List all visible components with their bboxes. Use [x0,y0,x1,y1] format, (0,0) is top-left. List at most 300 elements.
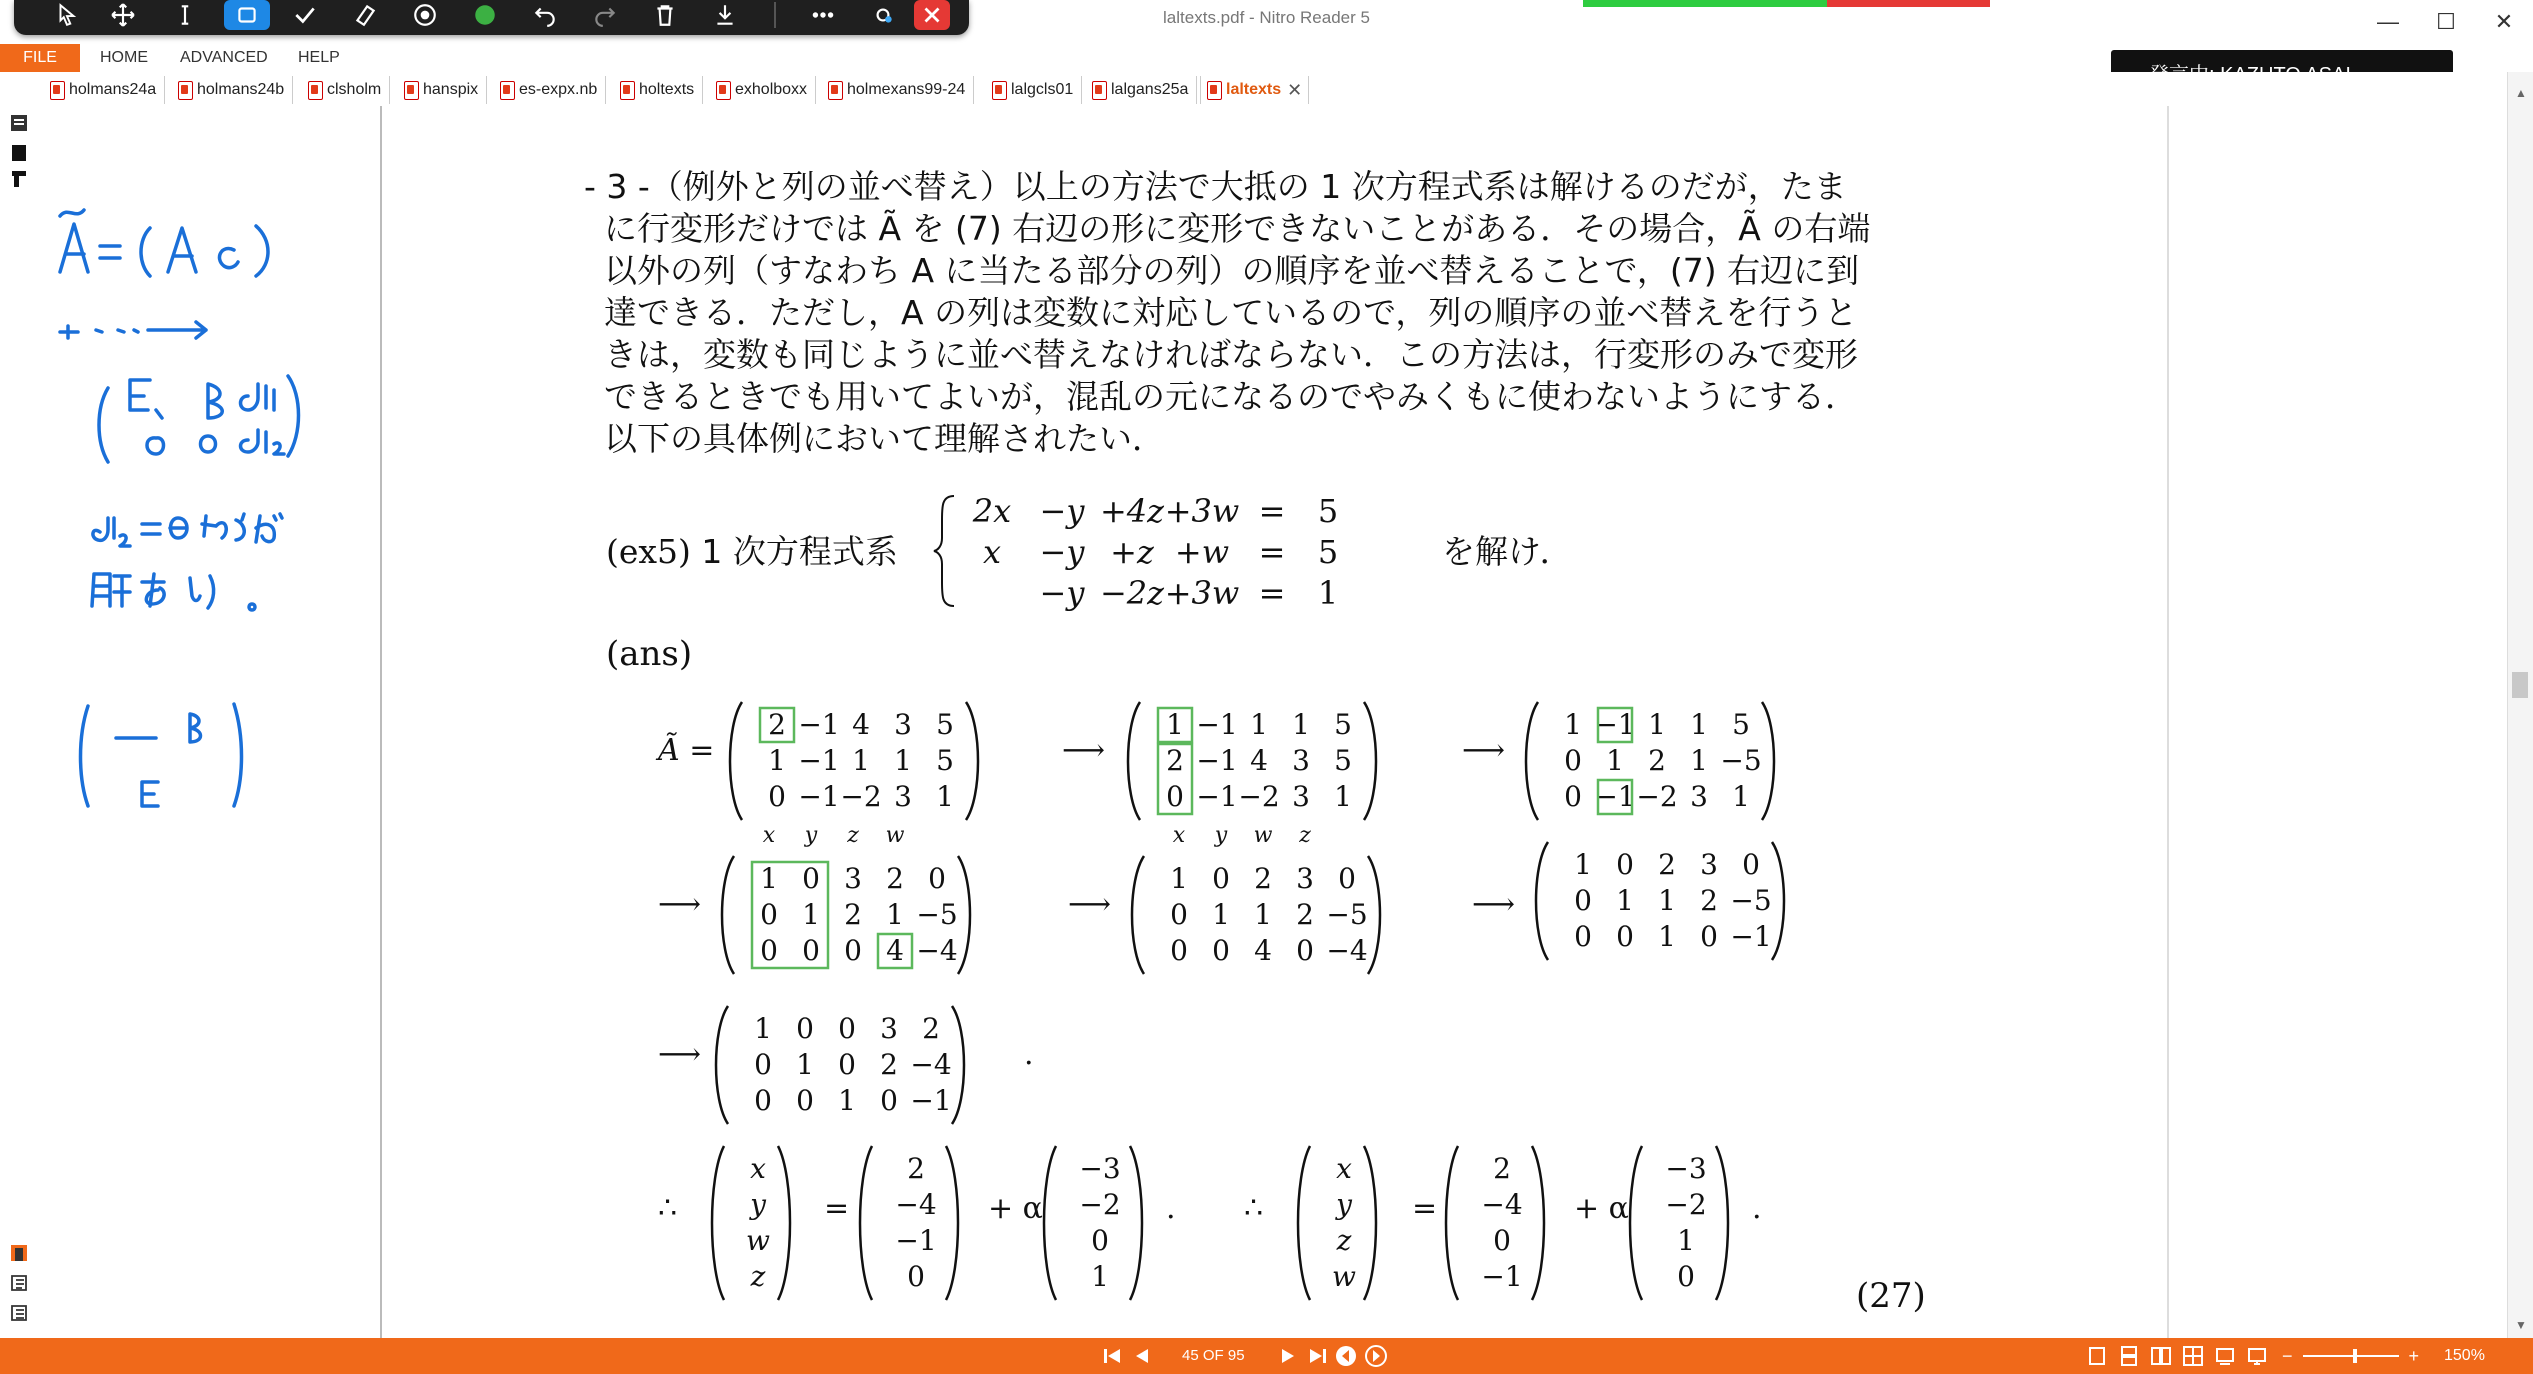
tab-hanspix[interactable] [398,76,487,104]
matrix-3-cell: 5 [1732,708,1750,741]
matrix-3-cell: 3 [1690,780,1708,813]
matrix-3-cell: 1 [1606,744,1624,777]
download-icon[interactable] [702,0,748,30]
tab-label: laltexts [1226,81,1282,98]
solution-2-vars-cell: y [1336,1188,1352,1221]
tab-label: hanspix [423,81,479,98]
sys-cell: 5 [1317,492,1339,530]
scroll-down-icon[interactable]: ▼ [2515,1318,2527,1332]
equals: = [824,1191,850,1226]
matrix-6-cell: 0 [1616,848,1634,881]
right-paren [778,1146,790,1300]
left-paren [1630,1146,1642,1300]
matrix-1-cell: 1 [768,744,786,777]
matrix-4-cell: 1 [760,862,778,895]
fullscreen-icon[interactable] [2246,1345,2268,1367]
last-page-icon[interactable] [1306,1346,1328,1366]
solution-1-direction-cell: 0 [1091,1224,1109,1257]
right-paren [1368,856,1380,974]
matrix-7-cell: 0 [880,1084,898,1117]
pdf-icon [404,81,419,100]
matrix-5-header: x [1172,823,1186,848]
sys-cell: x [982,533,1002,571]
solution-1-vars-cell: w [746,1224,770,1257]
paragraph-line: に行変形だけでは Ã を (7) 右辺の形に変形できないことがある．その場合，Ã の右端 [604,209,1871,248]
pointer-tool-icon[interactable] [44,0,90,30]
equals: = [1412,1191,1438,1226]
sys-cell: +3w [1164,574,1240,612]
left-paren [716,1006,728,1124]
matrix-6-cell: 0 [1574,884,1592,917]
pdf-icon [992,81,1007,100]
matrix-4-cell: 1 [802,898,820,931]
bookmark-icon[interactable] [8,142,30,164]
scroll-thumb[interactable] [2512,672,2528,698]
tilde-a-label: Ã = [658,733,715,768]
matrix-5-cell: 0 [1296,934,1314,967]
solution-2-vars-cell: z [1336,1224,1352,1257]
attachments-icon[interactable] [8,1242,30,1264]
matrix-1-cell: −1 [798,708,840,741]
matrix-2-cell: 2 [1166,744,1184,777]
page-navigation-next [1278,1338,1388,1374]
matrix-7-cell: 0 [796,1012,814,1045]
matrix-3-cell: 1 [1690,708,1708,741]
tab-holmans24a[interactable] [44,76,165,104]
matrix-6-cell: 1 [1616,884,1634,917]
matrix-3-cell: −5 [1720,744,1762,777]
tab-label: holmexans99-24 [847,81,966,98]
matrix-4-cell: 4 [886,934,904,967]
zoom-level[interactable]: 150% [2444,1347,2485,1364]
right-paren [1364,1146,1376,1300]
zoom-control [2282,1338,2419,1374]
matrix-3-cell: 1 [1648,708,1666,741]
settings-icon[interactable] [860,0,906,30]
redo-icon[interactable] [582,0,628,30]
solution-1-direction-cell: −3 [1079,1152,1121,1185]
matrix-5-cell: 4 [1254,934,1272,967]
solution-2-constant-cell: −4 [1481,1188,1523,1221]
fit-width-icon[interactable] [2214,1345,2236,1367]
matrix-6-cell: 1 [1658,920,1676,953]
solution-2-constant-cell: 0 [1493,1224,1511,1257]
period: . [1024,1037,1034,1072]
status-bar [0,1338,2533,1374]
matrix-4-cell: 0 [802,862,820,895]
matrix-4-cell: 0 [844,934,862,967]
matrix-4-cell: 2 [844,898,862,931]
matrix-6-cell: 3 [1700,848,1718,881]
matrix-2-cell: 1 [1292,708,1310,741]
tab-lalgcls01[interactable] [986,76,1082,104]
close-toolbar-icon[interactable] [914,0,950,30]
matrix-5-cell: −5 [1326,898,1368,931]
arrow: ⟶ [1068,887,1112,922]
left-paren [730,702,742,820]
plus-alpha: + α [988,1191,1043,1226]
facing-icon[interactable] [2150,1345,2172,1367]
matrix-3-cell: −1 [1594,708,1636,741]
matrix-7-cell: 0 [838,1012,856,1045]
tab-holmexans99-24[interactable] [822,76,974,104]
window-controls [2359,0,2533,44]
matrix-5-cell: 1 [1254,898,1272,931]
sys-cell: −y [1039,492,1085,530]
sys-cell: −2z [1099,574,1165,612]
right-paren [1716,1146,1728,1300]
trash-icon[interactable] [642,0,688,30]
matrix-3-cell: 1 [1690,744,1708,777]
tab-label: exholboxx [735,81,808,98]
matrix-7-cell: 2 [922,1012,940,1045]
right-paren [946,1146,958,1300]
matrix-4-header: z [847,823,859,848]
matrix-6-cell: 2 [1700,884,1718,917]
pdf-icon [620,81,635,100]
facing-continuous-icon[interactable] [2182,1345,2204,1367]
matrix-2-cell: 5 [1334,708,1352,741]
solution-2-direction-cell: 1 [1677,1224,1695,1257]
period: . [1166,1191,1176,1226]
matrix-5-header: z [1299,823,1311,848]
matrix-2-cell: −1 [1196,780,1238,813]
pdf-icon [500,81,515,100]
right-paren [958,856,970,974]
close-tab-icon[interactable]: ✕ [1287,79,1303,100]
pdf-icon [828,81,843,100]
left-paren [712,1146,724,1300]
zoom-in-icon[interactable]: + [2408,1345,2420,1366]
right-paren [1130,1146,1142,1300]
answer-label: (ans) [606,634,693,674]
sys-cell: +z [1110,533,1154,571]
solve-instruction: を解け． [1442,532,1573,571]
tab-holtexts[interactable] [614,76,703,104]
annotation-panel [38,106,382,1338]
matrix-4-cell: 0 [760,898,778,931]
arrow: ⟶ [658,1037,702,1072]
outline-icon[interactable] [8,168,30,190]
matrix-4-cell: 0 [802,934,820,967]
matrix-5-cell: −4 [1326,934,1368,967]
matrix-5-cell: 0 [1170,934,1188,967]
matrix-5-cell: 2 [1296,898,1314,931]
toolbar-separator [774,2,776,28]
solution-1-vars-cell: y [750,1188,766,1221]
matrix-1-cell: 3 [894,708,912,741]
matrix-4-cell: 3 [844,862,862,895]
pdf-icon [50,81,65,100]
arrow: ⟶ [1062,733,1106,768]
paragraph-line: 以外の列（すなわち A に当たる部分の列）の順序を並べ替えることで，(7) 右辺に到 [604,251,1860,290]
matrix-5-header: y [1214,823,1228,848]
matrix-2-cell: 1 [1166,708,1184,741]
matrix-7-cell: −1 [910,1084,952,1117]
back-view-icon[interactable] [1334,1344,1358,1368]
color-picker-icon[interactable] [462,0,508,30]
example-number: (ex5) [606,532,691,571]
tab-lalgans25a[interactable] [1086,76,1197,104]
therefore: ∴ [658,1191,678,1226]
matrix-1-cell: 5 [936,708,954,741]
first-page-icon[interactable] [1102,1346,1124,1366]
matrix-7-cell: 1 [838,1084,856,1117]
left-paren [1128,702,1140,820]
solution-2-constant-cell: −1 [1481,1260,1523,1293]
solution-2-direction-cell: −3 [1665,1152,1707,1185]
tab-label: lalgcls01 [1011,81,1074,98]
matrix-7-cell: 0 [754,1084,772,1117]
tab-exholboxx[interactable] [710,76,816,104]
minimize-button[interactable]: — [2377,9,2399,34]
arrow: ⟶ [658,887,702,922]
tab-clsholm[interactable] [302,76,390,104]
paragraph-line: 以下の具体例において理解されたい． [604,419,1165,458]
solution-2-direction-cell: 0 [1677,1260,1695,1293]
right-panel [2167,106,2509,1338]
matrix-6-cell: 2 [1658,848,1676,881]
matrix-2-cell: 1 [1334,780,1352,813]
matrix-6-cell: 0 [1616,920,1634,953]
matrix-1-cell: 1 [852,744,870,777]
tab-holmans24b[interactable] [172,76,293,104]
sys-cell: 2x [972,492,1012,530]
equation-number: (27) [1856,1276,1926,1316]
matrix-2-cell: 3 [1292,744,1310,777]
tab-label: holmans24b [197,81,285,98]
matrix-3-cell: 0 [1564,744,1582,777]
pages-icon[interactable] [8,112,30,134]
matrix-2-cell: 3 [1292,780,1310,813]
matrix-7-cell: 0 [754,1048,772,1081]
tab-label: es-expx.nb [519,81,598,98]
next-page-icon[interactable] [1278,1346,1300,1366]
sys-cell: +4z [1099,492,1165,530]
matrix-1-cell: −2 [840,780,882,813]
sys-cell: −y [1039,574,1085,612]
progress-green [1583,0,1827,7]
left-paren [1526,702,1538,820]
pdf-icon [1092,81,1107,100]
right-paren [966,702,978,820]
matrix-1-cell: 2 [768,708,786,741]
matrix-5-header: w [1253,823,1273,848]
move-tool-icon[interactable] [100,0,146,30]
highlighter-tool-icon[interactable] [342,0,388,30]
close-button[interactable]: ✕ [2494,9,2514,34]
paragraph-line: できるときでも用いてよいが，混乱の元になるのでやみくもに使わないようにする． [604,377,1858,416]
matrix-1-cell: −1 [798,744,840,777]
left-paren [722,856,734,974]
tab-bar [0,72,2533,107]
sys-cell: +w [1174,533,1230,571]
matrix-5-cell: 0 [1212,862,1230,895]
matrix-3-cell: 1 [1564,708,1582,741]
matrix-4-header: x [762,823,776,848]
matrix-5-cell: 1 [1212,898,1230,931]
solution-2-direction-cell: −2 [1665,1188,1707,1221]
matrix-3-cell: 0 [1564,780,1582,813]
matrix-6-cell: −1 [1730,920,1772,953]
matrix-6-cell: 0 [1700,920,1718,953]
arrow: ⟶ [1462,733,1506,768]
matrix-1-cell: 5 [936,744,954,777]
solution-1-constant-cell: −4 [895,1188,937,1221]
arrow: ⟶ [1472,887,1516,922]
matrix-1-cell: 1 [936,780,954,813]
matrix-6-cell: 0 [1742,848,1760,881]
pdf-icon [308,81,323,100]
matrix-5-cell: 3 [1296,862,1314,895]
matrix-7-cell: 2 [880,1048,898,1081]
tab-label: clsholm [327,81,382,98]
tab-es-expx[interactable] [494,76,606,104]
scroll-up-icon[interactable]: ▲ [2515,86,2527,100]
menu-advanced[interactable]: ADVANCED [180,49,268,66]
tab-label: lalgans25a [1111,81,1189,98]
sys-cell: 5 [1317,533,1339,571]
matrix-1-cell: 4 [852,708,870,741]
matrix-3-cell: 2 [1648,744,1666,777]
matrix-2-cell: 4 [1250,744,1268,777]
solution-1-direction-cell: −2 [1079,1188,1121,1221]
matrix-7-cell: 3 [880,1012,898,1045]
sys-cell: +3w [1164,492,1240,530]
solution-1-constant-cell: −1 [895,1224,937,1257]
window-title: laltexts.pdf - Nitro Reader 5 [1163,8,1370,27]
solution-1-constant-cell: 0 [907,1260,925,1293]
matrix-4-cell: −4 [916,934,958,967]
target-tool-icon[interactable] [402,0,448,30]
paragraph-line: 達できる．ただし，A の列は変数に対応しているので，列の順序の並べ替えを行うと [604,293,1858,332]
sys-cell: 1 [1317,574,1339,612]
solution-1-constant-cell: 2 [907,1152,925,1185]
right-paren [1532,1146,1544,1300]
menu-home[interactable]: HOME [100,49,148,66]
matrix-5-cell: 0 [1170,898,1188,931]
therefore: ∴ [1244,1191,1264,1226]
matrix-6-cell: −5 [1730,884,1772,917]
matrix-1-cell: 0 [768,780,786,813]
matrix-5-cell: 2 [1254,862,1272,895]
sys-cell: = [1258,533,1286,571]
zoom-slider[interactable] [2301,1346,2401,1366]
matrix-4-cell: −5 [916,898,958,931]
pdf-icon [1207,81,1222,100]
page-indicator[interactable]: 45 OF 95 [1182,1347,1245,1364]
left-paren [1132,856,1144,974]
annotation-toolbar [14,0,969,35]
matrix-6-cell: 0 [1574,920,1592,953]
plus-alpha: + α [1574,1191,1629,1226]
tab-label: holtexts [639,81,695,98]
pdf-icon [716,81,731,100]
matrix-4-cell: 1 [886,898,904,931]
view-modes [2086,1338,2268,1374]
matrix-4-header: y [804,823,818,848]
sys-cell: = [1258,574,1286,612]
vertical-scrollbar[interactable] [2507,72,2533,1338]
pdf-page [382,106,2167,1338]
left-paren [1446,1146,1458,1300]
menu-file[interactable]: FILE [0,44,80,72]
right-paren [1772,842,1784,960]
sys-cell: = [1258,492,1286,530]
comments-icon[interactable] [8,1272,30,1294]
matrix-3-cell: 1 [1732,780,1750,813]
matrix-5-cell: 0 [1212,934,1230,967]
pdf-icon [178,81,193,100]
period: . [1752,1191,1762,1226]
matrix-1-cell: 1 [894,744,912,777]
tab-laltexts[interactable] [1200,76,1309,104]
left-paren [860,1146,872,1300]
matrix-4-cell: 0 [928,862,946,895]
left-paren [1298,1146,1310,1300]
matrix-5-cell: 0 [1338,862,1356,895]
handwriting-canvas [38,106,380,1338]
maximize-button[interactable]: ☐ [2436,9,2456,34]
matrix-3-cell: −2 [1636,780,1678,813]
matrix-7-cell: −4 [910,1048,952,1081]
prev-page-icon[interactable] [1130,1346,1152,1366]
single-page-icon[interactable] [2086,1345,2108,1367]
matrix-4-cell: 2 [886,862,904,895]
document-view [382,106,2167,1338]
right-paren [1762,702,1774,820]
check-tool-icon[interactable] [282,0,328,30]
matrix-1-cell: 3 [894,780,912,813]
matrix-4-cell: 0 [760,934,778,967]
example-title: 1 次方程式系 [701,532,898,571]
matrix-3-cell: −1 [1594,780,1636,813]
rectangle-tool-icon[interactable] [224,0,270,30]
matrix-5-cell: 1 [1170,862,1188,895]
left-paren [1044,1146,1056,1300]
menu-help[interactable]: HELP [298,49,340,66]
matrix-2-cell: 5 [1334,744,1352,777]
matrix-1-cell: −1 [798,780,840,813]
right-paren [952,1006,964,1124]
zoom-out-icon[interactable]: − [2282,1345,2293,1366]
matrix-7-cell: 0 [838,1048,856,1081]
solution-2-vars-cell: w [1332,1260,1356,1293]
sys-cell: −y [1039,533,1085,571]
matrix-2-cell: 0 [1166,780,1184,813]
matrix-derivation [382,106,2167,1338]
list-icon[interactable] [8,1302,30,1324]
forward-view-icon[interactable] [1364,1344,1388,1368]
matrix-2-cell: −1 [1196,744,1238,777]
matrix-4-header: w [885,823,905,848]
matrix-7-cell: 1 [796,1048,814,1081]
text-tool-icon[interactable] [162,0,208,30]
page-navigation [1102,1338,1152,1374]
matrix-2-cell: −2 [1238,780,1280,813]
matrix-7-cell: 1 [754,1012,772,1045]
undo-icon[interactable] [522,0,568,30]
solution-1-vars-cell: x [750,1152,766,1185]
more-options-icon[interactable] [800,0,846,30]
left-paren [1536,842,1548,960]
matrix-6-cell: 1 [1574,848,1592,881]
tab-label: holmans24a [69,81,157,98]
solution-2-vars-cell: x [1336,1152,1352,1185]
paragraph-line: - 3 -（例外と列の並べ替え）以上の方法で大抵の 1 次方程式系は解けるのだが，たま [584,167,1847,206]
continuous-icon[interactable] [2118,1345,2140,1367]
paragraph-line: きは，変数も同じように並べ替えなければならない．この方法は，行変形のみで変形 [604,335,1858,374]
